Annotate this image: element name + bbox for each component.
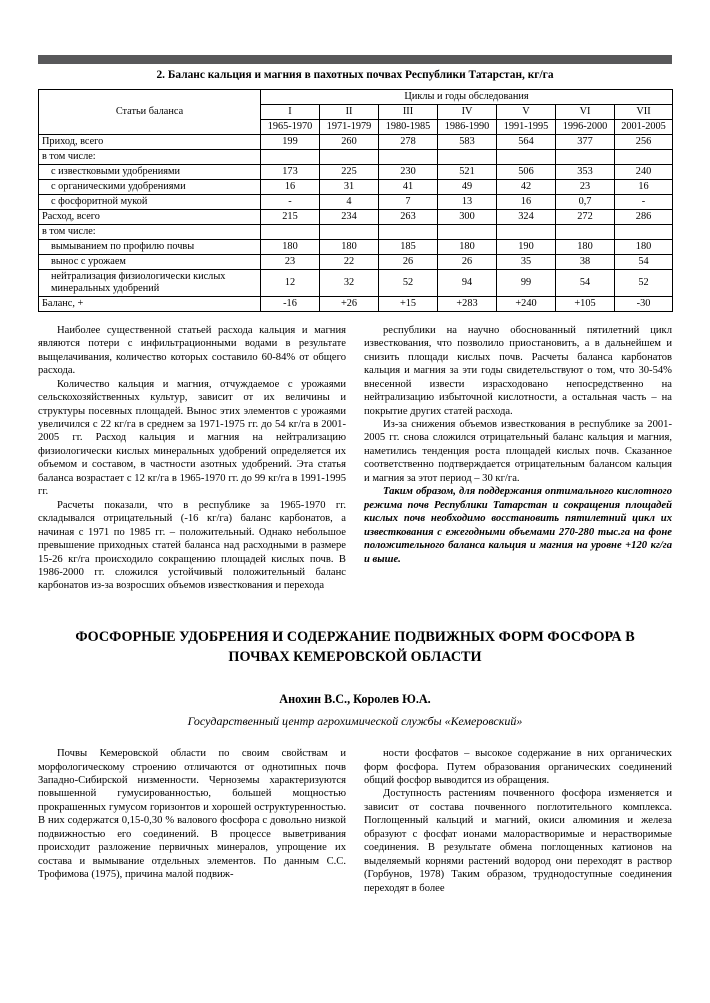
cell: 0,7 xyxy=(556,194,615,209)
paragraph: Доступность растениям почвенного фосфора изменяется и зависит от состава почвенного поглотительного комплекса. Поглощенный кальций и магний, окиси алюминия и железа образуют с фосфат ионами малорастворимые и нерастворимые соединения. В результате обмена поглощенных катионов на выделяемый корнями растений водород они переходят в раствор (Горбунов, 1978) Таким образом, труднодоступные соединения переходят в более xyxy=(364,788,672,894)
cell: 324 xyxy=(497,209,556,224)
paragraph: Наиболее существенной статьей расхода кальция и магния являются потери с инфильтрационными водами в результате выщелачивания, количество которых составило 60-84% от общего расхода. xyxy=(38,324,346,377)
cell xyxy=(320,149,379,164)
cell: 49 xyxy=(438,179,497,194)
article1-right-column xyxy=(364,324,672,593)
cell xyxy=(261,149,320,164)
cell xyxy=(615,149,673,164)
row-label: Расход, всего xyxy=(39,209,261,224)
years-2: 1971-1979 xyxy=(320,119,379,134)
cell: 99 xyxy=(497,269,556,296)
article2-affiliation: Государственный центр агрохимической службы «Кемеровский» xyxy=(187,714,523,729)
cell: 506 xyxy=(497,164,556,179)
cell: -16 xyxy=(261,296,320,311)
table-row xyxy=(39,134,673,149)
paragraph: Количество кальция и магния, отчуждаемое с урожаями сельскохозяйственных культур, зависит от их величины и структуры посевных площадей. Вынос этих элементов с урожаями увеличился с 22 кг/га в среднем за 1971-1975 гг. до 54 кг/га в 2001-2005 гг. Расход кальция и магния на нейтрализацию физиологически кислых минеральных удобрений определяется их объемом и составом, в частности азотных удобрений. Эта статья баланса возрастает с 12 кг/га в 1965-1970 гг. до 99 кг/га в 1991-1995 гг. xyxy=(38,378,346,498)
row-label: с органическими удобрениями xyxy=(39,179,261,194)
cell: 234 xyxy=(320,209,379,224)
cell: 260 xyxy=(320,134,379,149)
paragraph: Из-за снижения объемов известкования в республике за 2001-2005 гг. снова сложился отрицательный баланс кальция и магния, наметились тенденция роста площадей кислых почв. Сказанное соответственно подтверждается отрицательным балансом кальция и магния за этот период – 30 кг/га. xyxy=(364,419,672,484)
cell: +15 xyxy=(379,296,438,311)
cell: 564 xyxy=(497,134,556,149)
cell: 278 xyxy=(379,134,438,149)
cell xyxy=(261,224,320,239)
cell: 180 xyxy=(438,239,497,254)
header-statii-balansa: Статьи баланса xyxy=(39,89,261,134)
cell: 23 xyxy=(556,179,615,194)
cell: 272 xyxy=(556,209,615,224)
cell: 94 xyxy=(438,269,497,296)
cell: +283 xyxy=(438,296,497,311)
article2-title: ФОСФОРНЫЕ УДОБРЕНИЯ И СОДЕРЖАНИЕ ПОДВИЖНЫХ ФОРМ ФОСФОРА В ПОЧВАХ КЕМЕРОВСКОЙ ОБЛАСТИ xyxy=(75,628,635,666)
cell: 52 xyxy=(379,269,438,296)
cell: +105 xyxy=(556,296,615,311)
cycle-4: IV xyxy=(438,104,497,119)
cell: 256 xyxy=(615,134,673,149)
cell: 225 xyxy=(320,164,379,179)
header-cycles: Циклы и годы обследования xyxy=(261,89,673,104)
row-label: с фосфоритной мукой xyxy=(39,194,261,209)
cell: 180 xyxy=(556,239,615,254)
cycle-2: II xyxy=(320,104,379,119)
cell: 41 xyxy=(379,179,438,194)
table-row xyxy=(39,209,673,224)
cell: 35 xyxy=(497,254,556,269)
article2-body xyxy=(38,747,672,895)
years-7: 2001-2005 xyxy=(615,119,673,134)
cell: 199 xyxy=(261,134,320,149)
years-1: 1965-1970 xyxy=(261,119,320,134)
cell xyxy=(438,149,497,164)
cell: 26 xyxy=(438,254,497,269)
cell: 54 xyxy=(615,254,673,269)
table-row xyxy=(39,296,673,311)
cell: 16 xyxy=(261,179,320,194)
cell: 353 xyxy=(556,164,615,179)
paragraph: ности фосфатов – высокое содержание в них органических форм фосфора. Путем образования органических соединений общий фосфор выводится из обращения. xyxy=(364,748,672,786)
cell: 240 xyxy=(615,164,673,179)
cell: 300 xyxy=(438,209,497,224)
cycle-5: V xyxy=(497,104,556,119)
row-label: с известковыми удобрениями xyxy=(39,164,261,179)
cell xyxy=(438,224,497,239)
cell xyxy=(556,149,615,164)
article2-left-column xyxy=(38,747,346,895)
cell: 22 xyxy=(320,254,379,269)
cycle-6: VI xyxy=(556,104,615,119)
cell: 215 xyxy=(261,209,320,224)
article1-body xyxy=(38,324,672,593)
cell xyxy=(497,224,556,239)
cell: +240 xyxy=(497,296,556,311)
cell: 13 xyxy=(438,194,497,209)
years-6: 1996-2000 xyxy=(556,119,615,134)
cell: 230 xyxy=(379,164,438,179)
cell: 42 xyxy=(497,179,556,194)
cell: - xyxy=(261,194,320,209)
cell: 185 xyxy=(379,239,438,254)
cell xyxy=(320,224,379,239)
row-label: вынос с урожаем xyxy=(39,254,261,269)
cell: 173 xyxy=(261,164,320,179)
cell: 263 xyxy=(379,209,438,224)
paragraph: республики на научно обоснованный пятилетний цикл известкования, что позволило приостановить, а в дальнейшем и снизить площади кислых почв. Расчеты баланса карбонатов кальция и магния за эти годы свидетельствуют о том, что 30-54% внесенной извести израсходовано непосредственно на нейтрализацию избыточной кислотности, а остальная часть – на покрытие других статей расхода. xyxy=(364,324,672,417)
cell: 38 xyxy=(556,254,615,269)
table-row xyxy=(39,254,673,269)
table-row xyxy=(39,164,673,179)
cell: 26 xyxy=(379,254,438,269)
cell: 377 xyxy=(556,134,615,149)
cell xyxy=(615,224,673,239)
table-row xyxy=(39,179,673,194)
row-label: Баланс, + xyxy=(39,296,261,311)
cell: 286 xyxy=(615,209,673,224)
cell: - xyxy=(615,194,673,209)
cell: -30 xyxy=(615,296,673,311)
table-row xyxy=(39,149,673,164)
cell: 23 xyxy=(261,254,320,269)
table-row xyxy=(39,269,673,296)
years-3: 1980-1985 xyxy=(379,119,438,134)
paragraph: Расчеты показали, что в республике за 1965-1970 гг. складывался отрицательный (-16 кг/га) баланс карбонатов, а начиная с 1971 по 1985 гг. – положительный. Однако небольшое превышение приходных статей баланса над расходными в размере 15-26 кг/га происходило сокращению площадей кислых почв. В 1986-2000 гг. сложился устойчивый положительный баланс карбонатов из-за возросших объемов известкования и перехода xyxy=(38,499,346,592)
years-5: 1991-1995 xyxy=(497,119,556,134)
cell: 180 xyxy=(615,239,673,254)
cell: 31 xyxy=(320,179,379,194)
header-rule xyxy=(38,55,672,64)
cycle-7: VII xyxy=(615,104,673,119)
cell xyxy=(497,149,556,164)
row-label: вымыванием по профилю почвы xyxy=(39,239,261,254)
conclusion-paragraph: Таким образом, для поддержания оптимального кислотного режима почв Республики Татарстан и сокращения площадей кислых почв необходимо восстановить пятилетний цикл их известкования с ежегодными объемами 270-280 тыс.га на фоне положительного баланса кальция и магния на уровне +120 кг/га и выше. xyxy=(364,486,672,565)
row-label: в том числе: xyxy=(39,224,261,239)
row-label: нейтрализация физиологически кислых минеральных удобрений xyxy=(39,269,261,296)
article2-right-column xyxy=(364,747,672,895)
table-title: 2. Баланс кальция и магния в пахотных почвах Республики Татарстан, кг/га xyxy=(156,69,554,81)
balance-table xyxy=(38,89,673,312)
cell: +26 xyxy=(320,296,379,311)
cell: 7 xyxy=(379,194,438,209)
article2-authors: Анохин В.С., Королев Ю.А. xyxy=(279,692,431,707)
cell: 190 xyxy=(497,239,556,254)
paragraph: Почвы Кемеровской области по своим свойствам и морфологическому строению отличаются от однотипных почв Западно-Сибирской низменности. Черноземы характеризуются повышенной гумусированностью, большей мощностью прокрашенных гумусом горизонтов и хорошей оструктуренностью. В них содержатся 0,15-0,30 % валового фосфора с довольно низкой подвижностью его соединений. В процессе выветривания происходит разложение первичных минералов, упрощение их состава и вымывание отдельных элементов. По данным С.С. Трофимова (1975), причина малой подвиж- xyxy=(38,748,346,881)
cell: 12 xyxy=(261,269,320,296)
cell: 4 xyxy=(320,194,379,209)
cell xyxy=(379,149,438,164)
article1-left-column xyxy=(38,324,346,593)
cell: 583 xyxy=(438,134,497,149)
cell: 54 xyxy=(556,269,615,296)
cell: 16 xyxy=(615,179,673,194)
cycle-3: III xyxy=(379,104,438,119)
table-row xyxy=(39,224,673,239)
cell xyxy=(379,224,438,239)
cell: 180 xyxy=(261,239,320,254)
table-row xyxy=(39,194,673,209)
balance-table-body xyxy=(39,134,673,311)
cell: 16 xyxy=(497,194,556,209)
row-label: в том числе: xyxy=(39,149,261,164)
cell: 180 xyxy=(320,239,379,254)
table-header-row xyxy=(39,89,673,104)
cell: 32 xyxy=(320,269,379,296)
row-label: Приход, всего xyxy=(39,134,261,149)
cell: 52 xyxy=(615,269,673,296)
cycle-1: I xyxy=(261,104,320,119)
cell: 521 xyxy=(438,164,497,179)
years-4: 1986-1990 xyxy=(438,119,497,134)
cell xyxy=(556,224,615,239)
table-row xyxy=(39,239,673,254)
